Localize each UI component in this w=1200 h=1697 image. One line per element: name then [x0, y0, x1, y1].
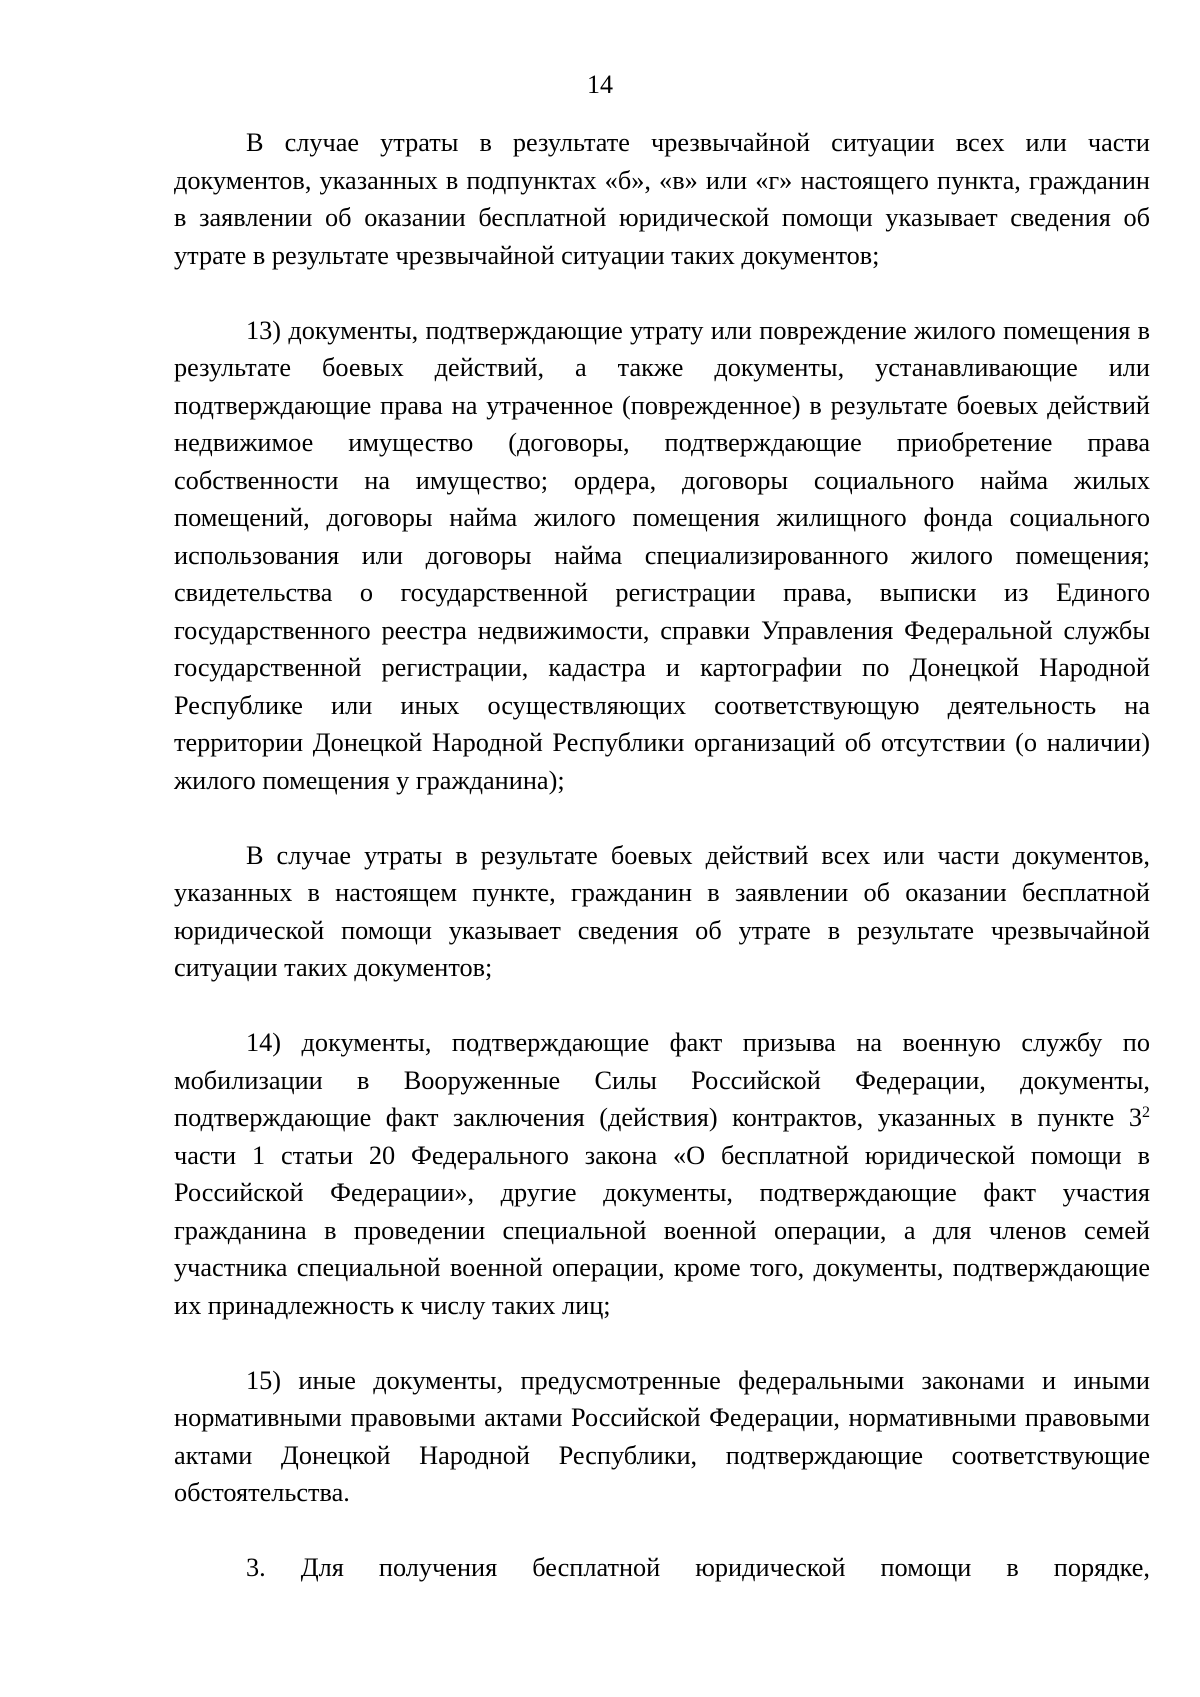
- paragraph-item-14-text-before: 14) документы, подтверждающие факт призыва на военную службу по мобилизации в Вооруженные Силы Российской Федерации, документы, подтверждающие факт заключения (действия) контрактов, указанных в пункте 3: [174, 1028, 1150, 1132]
- paragraph-section-3: 3. Для получения бесплатной юридической помощи в порядке,: [246, 1553, 1150, 1582]
- paragraph-item-14-text-after: части 1 статьи 20 Федерального закона «О бесплатной юридической помощи в Российской Федерации», другие документы, подтверждающие факт участия гражданина в проведении специальной военной операции, а для членов семей участника специальной военной операции, кроме того, документы, подтверждающие их принадлежность к числу таких лиц;: [174, 1140, 1150, 1320]
- document-body: [174, 124, 1150, 1587]
- paragraph-emergency-loss: В случае утраты в результате чрезвычайной ситуации всех или части документов, указанных в подпунктах «б», «в» или «г» настоящего пункта, гражданин в заявлении об оказании бесплатной юридической помощи указывает сведения об утрате в результате чрезвычайной ситуации таких документов;: [174, 128, 1150, 270]
- paragraph-item-15: 15) иные документы, предусмотренные федеральными законами и иными нормативными правовыми актами Российской Федерации, нормативными правовыми актами Донецкой Народной Республики, подтверждающие соответствующие обстоятельства.: [174, 1365, 1150, 1507]
- page-number: 14: [587, 70, 613, 99]
- paragraph-item-14: [174, 1024, 1150, 1324]
- paragraph-item-14-superscript: 2: [1142, 1104, 1150, 1121]
- paragraph-combat-loss: В случае утраты в результате боевых действий всех или части документов, указанных в настоящем пункте, гражданин в заявлении об оказании бесплатной юридической помощи указывает сведения об утрате в результате чрезвычайной ситуации таких документов;: [174, 840, 1150, 982]
- paragraph-item-13: 13) документы, подтверждающие утрату или повреждение жилого помещения в результате боевых действий, а также документы, устанавливающие или подтверждающие права на утраченное (поврежденное) в результате боевых действий недвижимое имущество (договоры, подтверждающие приобретение права собственности на имущество; ордера, договоры социального найма жилых помещений, договоры найма жилого помещения жилищного фонда социального использования или договоры найма специализированного жилого помещения; свидетельства о государственной регистрации права, выписки из Единого государственного реестра недвижимости, справки Управления Федеральной службы государственной регистрации, кадастра и картографии по Донецкой Народной Республике или иных осуществляющих соответствующую деятельность на территории Донецкой Народной Республики организаций об отсутствии (о наличии) жилого помещения у гражданина);: [174, 315, 1150, 795]
